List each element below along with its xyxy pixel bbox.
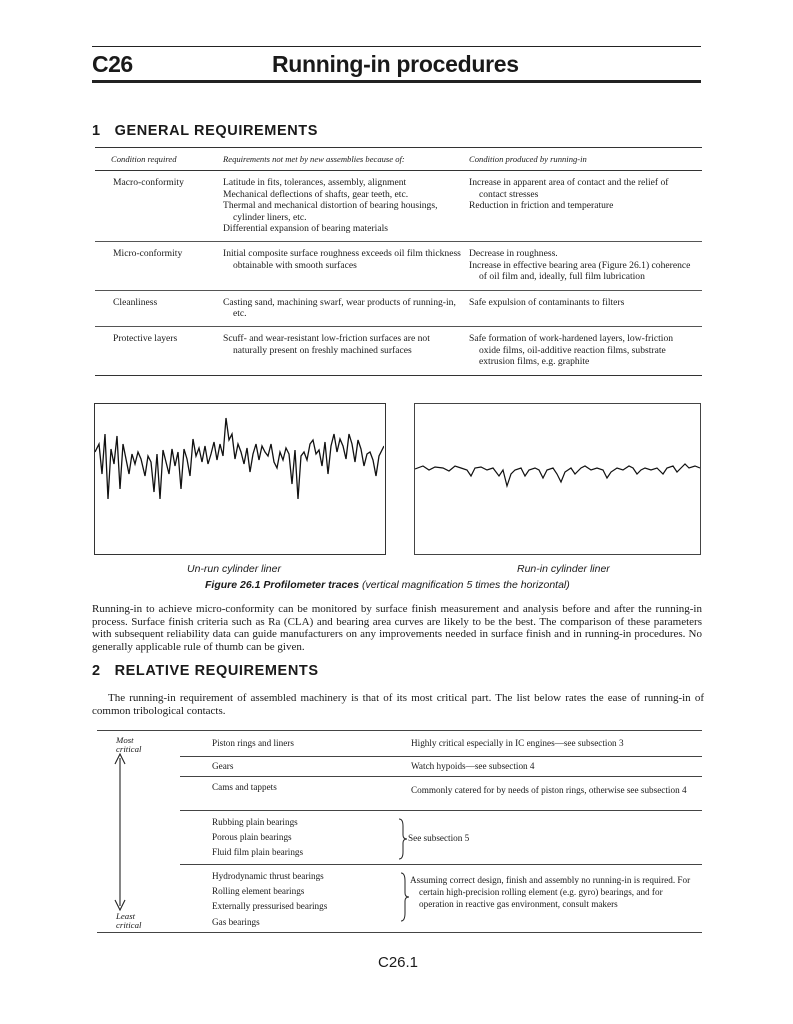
contact-item: Porous plain bearings [212,832,292,843]
produced-line: Safe formation of work-hardened layers, low-friction oxide films, oil-additive reaction films, substrate extrusion films, e.g. graphite [469,333,674,368]
contact-item: Rolling element bearings [212,886,305,897]
reason-line: Initial composite surface roughness exceeds oil film thickness obtainable with smooth surfaces [223,248,461,271]
reason-line: Latitude in fits, tolerances, assembly, alignment [223,177,407,189]
left-trace-caption: Un-run cylinder liner [187,563,281,575]
page-number: C26.1 [378,954,419,971]
produced-line: Increase in apparent area of contact and the relief of contact stresses [469,177,669,200]
condition-cell: Cleanliness [95,290,223,327]
produced-cell [469,290,702,327]
figure-label: Figure 26.1 Profilometer traces [205,579,360,591]
table-header-row [95,148,702,171]
table-row [95,327,702,375]
page-title: Running-in procedures [272,51,519,77]
section-1-heading [92,123,318,139]
unrun-profilometer-trace [95,404,384,553]
condition-cell: Micro-conformity [95,242,223,290]
row-divider [180,776,702,777]
column-header: Condition produced by running-in [469,148,702,171]
right-trace-caption: Run-in cylinder liner [517,563,610,575]
micro-conformity-paragraph: Running-in to achieve micro-conformity can be monitored by surface finish measurement and analysis before and after the running-in process. Surface finish criteria such as Ra (CLA) and bearing area curves are likely to be the best. The comparison of these parameters with subsequent reliability data can guide manufacturers on any improvements needed in surface finish and in running-in procedures. No generally applicable rule of thumb can be given. [92,603,702,653]
contact-item: Gears [212,761,234,771]
unrun-trace-panel [94,403,386,555]
condition-cell: Macro-conformity [95,171,223,242]
table-row [95,242,702,290]
figure-caption [205,579,570,591]
reasons-cell [223,242,469,290]
figure-note: (vertical magnification 5 times the horizontal) [361,579,570,591]
contact-item: Gas bearings [212,916,260,927]
trace-line [415,464,700,486]
brace-icon [400,872,410,922]
contact-item: Cams and tappets [212,782,277,792]
produced-line: Reduction in friction and temperature [469,200,614,212]
reason-line: Casting sand, machining swarf, wear products of running-in, etc. [223,296,456,320]
reason-line: Mechanical deflections of shafts, gear teeth, etc. [223,188,409,200]
runin-profilometer-trace [415,404,700,554]
row-divider [180,756,702,757]
section-code: C26 [92,51,133,77]
contact-item: Externally pressurised bearings [212,901,328,912]
reason-line: Thermal and mechanical distortion of bearing housings, cylinder liners, etc. [223,200,438,223]
section-2-number: 2 [92,663,101,679]
header-rule [92,80,701,83]
contact-item: Fluid film plain bearings [212,847,304,858]
reasons-cell [223,290,469,327]
produced-cell [469,171,702,242]
contact-note: Highly critical especially in IC engines—see subsection 3 [411,738,624,748]
produced-line: Safe expulsion of contaminants to filters [469,296,625,308]
header-top-rule [92,46,701,47]
table-row [95,290,702,327]
scale-top-label: Most critical [116,735,142,754]
section-2-heading [92,663,319,679]
row-divider [180,810,702,811]
column-header: Condition required [95,148,223,171]
produced-cell [469,242,702,290]
contact-note: See subsection 5 [408,833,470,843]
contact-item-list [212,869,327,930]
criticality-arrow [112,752,128,912]
contact-item-list [212,815,303,861]
column-header: Requirements not met by new assemblies because of: [223,148,469,171]
brace-icon [398,818,408,860]
reason-line: Differential expansion of bearing materials [223,223,388,235]
reasons-cell [223,327,469,375]
produced-line: Increase in effective bearing area (Figure 26.1) coherence of oil film and, ideally, full film lubrication [469,259,691,283]
trace-line [95,418,384,499]
contact-note: Watch hypoids—see subsection 4 [411,761,535,771]
section-2-title: RELATIVE REQUIREMENTS [114,663,319,679]
table-top-rule [97,730,702,731]
contact-note: Assuming correct design, finish and assembly no running-in is required. For certain high-precision rolling element (e.g. gyro) bearings, and for operation in reactive gas environment, consult makers [410,875,691,909]
produced-line: Decrease in roughness. [469,248,558,260]
table-bottom-rule [97,932,702,933]
section-2-intro: The running-in requirement of assembled machinery is that of its most critical part. The list below rates the ease of running-in of common tribological contacts. [92,692,704,717]
scale-bottom-label: Least critical [116,911,142,930]
table-row [95,171,702,242]
general-requirements-table [95,147,702,376]
contact-item: Rubbing plain bearings [212,817,298,827]
section-1-title: GENERAL REQUIREMENTS [114,123,319,139]
contact-item: Hydrodynamic thrust bearings [212,871,324,881]
section-1-number: 1 [92,123,101,139]
row-divider [180,864,702,865]
contact-item: Piston rings and liners [212,738,294,748]
contact-note: Commonly catered for by needs of piston rings, otherwise see subsection 4 [411,785,687,795]
reasons-cell [223,171,469,242]
runin-trace-panel [414,403,701,555]
condition-cell: Protective layers [95,327,223,375]
produced-cell [469,327,702,375]
reason-line: Scuff- and wear-resistant low-friction surfaces are not naturally present on freshly machined surfaces [223,333,430,356]
